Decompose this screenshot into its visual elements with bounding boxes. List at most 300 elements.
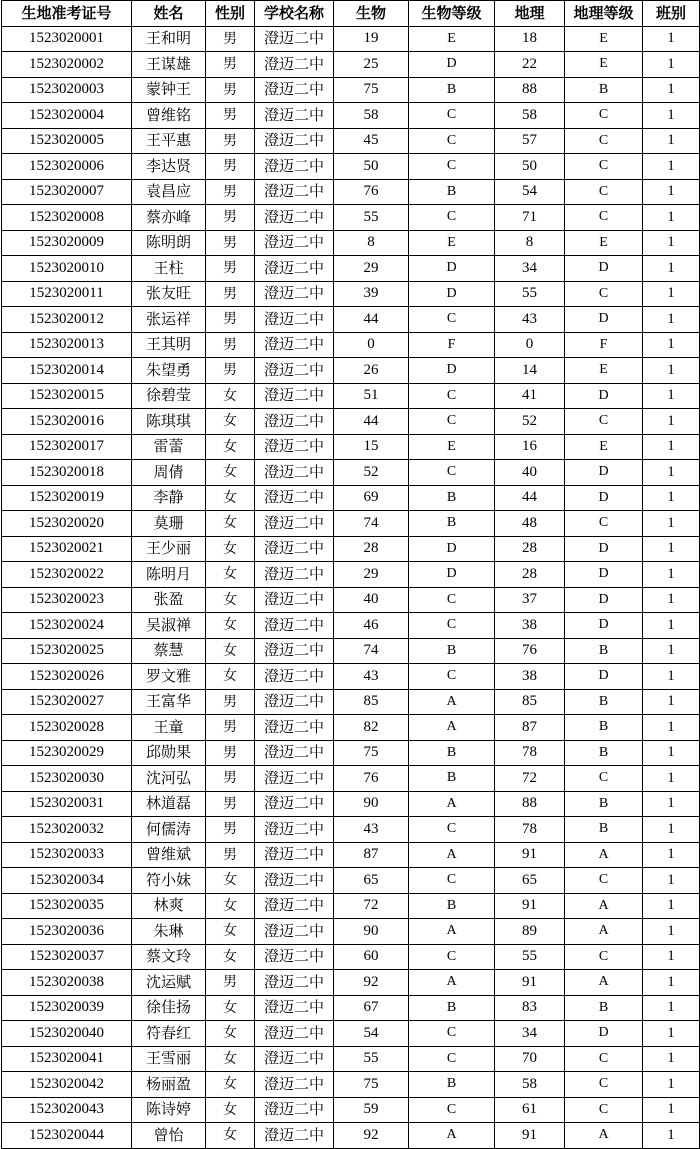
gender-cell: 女	[206, 587, 255, 613]
school-name-cell: 澄迈二中	[255, 1072, 334, 1098]
geography-score-cell: 43	[495, 307, 565, 333]
student-name-cell: 王雪丽	[132, 1046, 206, 1072]
table-row	[2, 740, 700, 766]
student-name-cell: 沈运赋	[132, 970, 206, 996]
student-name-cell: 张运祥	[132, 307, 206, 333]
exam-id-cell: 1523020029	[2, 740, 132, 766]
biology-score-cell: 75	[334, 740, 409, 766]
geography-score-cell: 78	[495, 740, 565, 766]
table-row	[2, 460, 700, 486]
geography-score-cell: 40	[495, 460, 565, 486]
gender-cell: 女	[206, 944, 255, 970]
exam-id-cell: 1523020021	[2, 536, 132, 562]
gender-cell: 女	[206, 536, 255, 562]
biology-score-cell: 76	[334, 179, 409, 205]
student-name-cell: 雷蕾	[132, 434, 206, 460]
header-biology-grade: 生物等级	[409, 1, 495, 27]
biology-score-cell: 60	[334, 944, 409, 970]
class-cell: 1	[643, 485, 700, 511]
student-name-cell: 陈诗婷	[132, 1097, 206, 1123]
biology-grade-cell: B	[409, 995, 495, 1021]
school-name-cell: 澄迈二中	[255, 1123, 334, 1149]
student-name-cell: 蔡文玲	[132, 944, 206, 970]
student-name-cell: 陈明月	[132, 562, 206, 588]
exam-id-cell: 1523020026	[2, 664, 132, 690]
school-name-cell: 澄迈二中	[255, 77, 334, 103]
student-name-cell: 徐碧莹	[132, 383, 206, 409]
header-geography-grade: 地理等级	[565, 1, 643, 27]
biology-score-cell: 87	[334, 842, 409, 868]
header-row	[2, 1, 700, 27]
geography-score-cell: 41	[495, 383, 565, 409]
biology-score-cell: 44	[334, 307, 409, 333]
class-cell: 1	[643, 1097, 700, 1123]
geography-score-cell: 91	[495, 1123, 565, 1149]
table-row	[2, 791, 700, 817]
header-school-name: 学校名称	[255, 1, 334, 27]
gender-cell: 男	[206, 256, 255, 282]
student-name-cell: 蔡慧	[132, 638, 206, 664]
biology-grade-cell: D	[409, 562, 495, 588]
school-name-cell: 澄迈二中	[255, 434, 334, 460]
biology-grade-cell: B	[409, 511, 495, 537]
biology-grade-cell: B	[409, 893, 495, 919]
school-name-cell: 澄迈二中	[255, 689, 334, 715]
biology-grade-cell: B	[409, 766, 495, 792]
biology-score-cell: 54	[334, 1021, 409, 1047]
class-cell: 1	[643, 868, 700, 894]
biology-grade-cell: C	[409, 205, 495, 231]
geography-grade-cell: D	[565, 1021, 643, 1047]
class-cell: 1	[643, 1021, 700, 1047]
gender-cell: 男	[206, 52, 255, 78]
table-row	[2, 817, 700, 843]
biology-grade-cell: C	[409, 587, 495, 613]
header-biology: 生物	[334, 1, 409, 27]
class-cell: 1	[643, 1123, 700, 1149]
exam-id-cell: 1523020040	[2, 1021, 132, 1047]
table-body	[2, 26, 700, 1148]
biology-score-cell: 76	[334, 766, 409, 792]
table-row	[2, 485, 700, 511]
table-row	[2, 1046, 700, 1072]
table-row	[2, 868, 700, 894]
geography-score-cell: 57	[495, 128, 565, 154]
gender-cell: 男	[206, 205, 255, 231]
gender-cell: 女	[206, 1046, 255, 1072]
gender-cell: 女	[206, 409, 255, 435]
geography-grade-cell: C	[565, 1097, 643, 1123]
table-row	[2, 638, 700, 664]
biology-score-cell: 85	[334, 689, 409, 715]
exam-id-cell: 1523020014	[2, 358, 132, 384]
biology-grade-cell: A	[409, 970, 495, 996]
exam-id-cell: 1523020027	[2, 689, 132, 715]
geography-score-cell: 0	[495, 332, 565, 358]
school-name-cell: 澄迈二中	[255, 664, 334, 690]
gender-cell: 男	[206, 689, 255, 715]
geography-score-cell: 38	[495, 664, 565, 690]
class-cell: 1	[643, 256, 700, 282]
school-name-cell: 澄迈二中	[255, 52, 334, 78]
class-cell: 1	[643, 128, 700, 154]
student-name-cell: 朱望勇	[132, 358, 206, 384]
gender-cell: 男	[206, 332, 255, 358]
student-name-cell: 陈明朗	[132, 230, 206, 256]
student-name-cell: 李达贤	[132, 154, 206, 180]
biology-score-cell: 50	[334, 154, 409, 180]
exam-id-cell: 1523020038	[2, 970, 132, 996]
school-name-cell: 澄迈二中	[255, 919, 334, 945]
exam-id-cell: 1523020016	[2, 409, 132, 435]
biology-grade-cell: C	[409, 1046, 495, 1072]
biology-score-cell: 43	[334, 817, 409, 843]
school-name-cell: 澄迈二中	[255, 1046, 334, 1072]
biology-grade-cell: A	[409, 689, 495, 715]
geography-grade-cell: A	[565, 893, 643, 919]
biology-grade-cell: E	[409, 434, 495, 460]
exam-id-cell: 1523020034	[2, 868, 132, 894]
biology-grade-cell: E	[409, 230, 495, 256]
geography-score-cell: 85	[495, 689, 565, 715]
student-name-cell: 曾维斌	[132, 842, 206, 868]
student-name-cell: 王柱	[132, 256, 206, 282]
student-name-cell: 徐佳扬	[132, 995, 206, 1021]
biology-score-cell: 74	[334, 511, 409, 537]
biology-score-cell: 0	[334, 332, 409, 358]
class-cell: 1	[643, 919, 700, 945]
exam-id-cell: 1523020008	[2, 205, 132, 231]
geography-score-cell: 38	[495, 613, 565, 639]
gender-cell: 男	[206, 715, 255, 741]
exam-id-cell: 1523020043	[2, 1097, 132, 1123]
biology-score-cell: 46	[334, 613, 409, 639]
geography-grade-cell: E	[565, 434, 643, 460]
geography-score-cell: 54	[495, 179, 565, 205]
class-cell: 1	[643, 995, 700, 1021]
exam-id-cell: 1523020022	[2, 562, 132, 588]
geography-grade-cell: B	[565, 995, 643, 1021]
geography-score-cell: 76	[495, 638, 565, 664]
school-name-cell: 澄迈二中	[255, 383, 334, 409]
exam-id-cell: 1523020031	[2, 791, 132, 817]
exam-id-cell: 1523020001	[2, 26, 132, 52]
geography-score-cell: 28	[495, 536, 565, 562]
gender-cell: 女	[206, 613, 255, 639]
class-cell: 1	[643, 52, 700, 78]
gender-cell: 女	[206, 485, 255, 511]
biology-score-cell: 51	[334, 383, 409, 409]
gender-cell: 女	[206, 995, 255, 1021]
school-name-cell: 澄迈二中	[255, 205, 334, 231]
gender-cell: 男	[206, 281, 255, 307]
table-row	[2, 434, 700, 460]
biology-score-cell: 39	[334, 281, 409, 307]
geography-grade-cell: C	[565, 154, 643, 180]
table-row	[2, 256, 700, 282]
geography-grade-cell: D	[565, 536, 643, 562]
student-name-cell: 朱琳	[132, 919, 206, 945]
student-name-cell: 曾维铭	[132, 103, 206, 129]
table-row	[2, 332, 700, 358]
geography-grade-cell: B	[565, 715, 643, 741]
geography-score-cell: 50	[495, 154, 565, 180]
school-name-cell: 澄迈二中	[255, 817, 334, 843]
class-cell: 1	[643, 536, 700, 562]
gender-cell: 女	[206, 919, 255, 945]
biology-score-cell: 92	[334, 1123, 409, 1149]
school-name-cell: 澄迈二中	[255, 1097, 334, 1123]
exam-id-cell: 1523020030	[2, 766, 132, 792]
geography-grade-cell: D	[565, 307, 643, 333]
student-name-cell: 符春红	[132, 1021, 206, 1047]
school-name-cell: 澄迈二中	[255, 944, 334, 970]
student-name-cell: 莫珊	[132, 511, 206, 537]
gender-cell: 男	[206, 766, 255, 792]
biology-score-cell: 55	[334, 205, 409, 231]
biology-grade-cell: B	[409, 485, 495, 511]
exam-id-cell: 1523020012	[2, 307, 132, 333]
geography-score-cell: 28	[495, 562, 565, 588]
geography-score-cell: 58	[495, 1072, 565, 1098]
gender-cell: 女	[206, 460, 255, 486]
school-name-cell: 澄迈二中	[255, 511, 334, 537]
geography-score-cell: 61	[495, 1097, 565, 1123]
score-table	[1, 0, 700, 1149]
exam-id-cell: 1523020019	[2, 485, 132, 511]
biology-grade-cell: B	[409, 1072, 495, 1098]
biology-score-cell: 40	[334, 587, 409, 613]
class-cell: 1	[643, 332, 700, 358]
exam-id-cell: 1523020013	[2, 332, 132, 358]
biology-grade-cell: C	[409, 817, 495, 843]
table-row	[2, 766, 700, 792]
biology-grade-cell: D	[409, 358, 495, 384]
exam-id-cell: 1523020024	[2, 613, 132, 639]
geography-score-cell: 44	[495, 485, 565, 511]
school-name-cell: 澄迈二中	[255, 766, 334, 792]
geography-grade-cell: E	[565, 52, 643, 78]
exam-id-cell: 1523020018	[2, 460, 132, 486]
biology-grade-cell: C	[409, 664, 495, 690]
biology-grade-cell: D	[409, 281, 495, 307]
table-row	[2, 1072, 700, 1098]
exam-id-cell: 1523020002	[2, 52, 132, 78]
geography-score-cell: 89	[495, 919, 565, 945]
student-name-cell: 邱勋果	[132, 740, 206, 766]
geography-score-cell: 88	[495, 791, 565, 817]
biology-score-cell: 44	[334, 409, 409, 435]
student-name-cell: 蒙钟王	[132, 77, 206, 103]
geography-grade-cell: A	[565, 1123, 643, 1149]
header-gender: 性别	[206, 1, 255, 27]
biology-grade-cell: B	[409, 638, 495, 664]
table-row	[2, 1123, 700, 1149]
school-name-cell: 澄迈二中	[255, 281, 334, 307]
geography-score-cell: 87	[495, 715, 565, 741]
class-cell: 1	[643, 1046, 700, 1072]
biology-grade-cell: C	[409, 409, 495, 435]
table-row	[2, 179, 700, 205]
school-name-cell: 澄迈二中	[255, 613, 334, 639]
geography-score-cell: 88	[495, 77, 565, 103]
biology-grade-cell: B	[409, 77, 495, 103]
geography-score-cell: 34	[495, 1021, 565, 1047]
school-name-cell: 澄迈二中	[255, 26, 334, 52]
gender-cell: 男	[206, 103, 255, 129]
school-name-cell: 澄迈二中	[255, 154, 334, 180]
biology-score-cell: 67	[334, 995, 409, 1021]
biology-grade-cell: C	[409, 944, 495, 970]
biology-score-cell: 90	[334, 919, 409, 945]
biology-score-cell: 75	[334, 1072, 409, 1098]
class-cell: 1	[643, 230, 700, 256]
table-row	[2, 995, 700, 1021]
biology-grade-cell: B	[409, 740, 495, 766]
school-name-cell: 澄迈二中	[255, 307, 334, 333]
gender-cell: 男	[206, 740, 255, 766]
geography-grade-cell: D	[565, 256, 643, 282]
geography-score-cell: 72	[495, 766, 565, 792]
geography-grade-cell: B	[565, 740, 643, 766]
geography-grade-cell: D	[565, 613, 643, 639]
geography-score-cell: 65	[495, 868, 565, 894]
table-row	[2, 511, 700, 537]
table-row	[2, 1097, 700, 1123]
class-cell: 1	[643, 154, 700, 180]
gender-cell: 女	[206, 1097, 255, 1123]
biology-grade-cell: C	[409, 103, 495, 129]
header-exam-id: 生地准考证号	[2, 1, 132, 27]
school-name-cell: 澄迈二中	[255, 179, 334, 205]
geography-grade-cell: D	[565, 587, 643, 613]
gender-cell: 男	[206, 842, 255, 868]
geography-score-cell: 78	[495, 817, 565, 843]
biology-grade-cell: C	[409, 460, 495, 486]
biology-grade-cell: C	[409, 307, 495, 333]
biology-grade-cell: D	[409, 256, 495, 282]
biology-score-cell: 74	[334, 638, 409, 664]
geography-grade-cell: C	[565, 103, 643, 129]
class-cell: 1	[643, 842, 700, 868]
table-row	[2, 383, 700, 409]
student-name-cell: 袁昌应	[132, 179, 206, 205]
geography-score-cell: 70	[495, 1046, 565, 1072]
exam-id-cell: 1523020017	[2, 434, 132, 460]
biology-score-cell: 72	[334, 893, 409, 919]
gender-cell: 男	[206, 179, 255, 205]
geography-score-cell: 18	[495, 26, 565, 52]
school-name-cell: 澄迈二中	[255, 230, 334, 256]
school-name-cell: 澄迈二中	[255, 103, 334, 129]
biology-grade-cell: C	[409, 383, 495, 409]
gender-cell: 女	[206, 638, 255, 664]
table-row	[2, 919, 700, 945]
school-name-cell: 澄迈二中	[255, 868, 334, 894]
exam-id-cell: 1523020025	[2, 638, 132, 664]
gender-cell: 男	[206, 791, 255, 817]
class-cell: 1	[643, 103, 700, 129]
gender-cell: 男	[206, 77, 255, 103]
gender-cell: 女	[206, 511, 255, 537]
table-row	[2, 664, 700, 690]
class-cell: 1	[643, 638, 700, 664]
biology-score-cell: 26	[334, 358, 409, 384]
exam-id-cell: 1523020023	[2, 587, 132, 613]
class-cell: 1	[643, 562, 700, 588]
exam-id-cell: 1523020032	[2, 817, 132, 843]
class-cell: 1	[643, 587, 700, 613]
student-name-cell: 曾怡	[132, 1123, 206, 1149]
class-cell: 1	[643, 307, 700, 333]
biology-score-cell: 92	[334, 970, 409, 996]
student-name-cell: 符小妹	[132, 868, 206, 894]
school-name-cell: 澄迈二中	[255, 715, 334, 741]
exam-id-cell: 1523020044	[2, 1123, 132, 1149]
biology-score-cell: 28	[334, 536, 409, 562]
gender-cell: 女	[206, 1021, 255, 1047]
exam-id-cell: 1523020028	[2, 715, 132, 741]
header-geography: 地理	[495, 1, 565, 27]
geography-score-cell: 48	[495, 511, 565, 537]
school-name-cell: 澄迈二中	[255, 460, 334, 486]
header-name: 姓名	[132, 1, 206, 27]
school-name-cell: 澄迈二中	[255, 1021, 334, 1047]
exam-id-cell: 1523020020	[2, 511, 132, 537]
student-name-cell: 李静	[132, 485, 206, 511]
table-row	[2, 358, 700, 384]
school-name-cell: 澄迈二中	[255, 587, 334, 613]
biology-score-cell: 82	[334, 715, 409, 741]
student-name-cell: 张友旺	[132, 281, 206, 307]
geography-grade-cell: C	[565, 128, 643, 154]
gender-cell: 女	[206, 383, 255, 409]
biology-score-cell: 52	[334, 460, 409, 486]
geography-score-cell: 58	[495, 103, 565, 129]
student-name-cell: 沈河弘	[132, 766, 206, 792]
class-cell: 1	[643, 409, 700, 435]
geography-score-cell: 91	[495, 842, 565, 868]
student-name-cell: 王童	[132, 715, 206, 741]
gender-cell: 男	[206, 230, 255, 256]
gender-cell: 女	[206, 893, 255, 919]
exam-id-cell: 1523020009	[2, 230, 132, 256]
exam-id-cell: 1523020042	[2, 1072, 132, 1098]
class-cell: 1	[643, 817, 700, 843]
class-cell: 1	[643, 358, 700, 384]
biology-grade-cell: A	[409, 919, 495, 945]
table-row	[2, 26, 700, 52]
geography-grade-cell: C	[565, 281, 643, 307]
school-name-cell: 澄迈二中	[255, 740, 334, 766]
exam-id-cell: 1523020004	[2, 103, 132, 129]
student-name-cell: 周倩	[132, 460, 206, 486]
school-name-cell: 澄迈二中	[255, 358, 334, 384]
biology-score-cell: 29	[334, 256, 409, 282]
geography-score-cell: 83	[495, 995, 565, 1021]
gender-cell: 男	[206, 154, 255, 180]
exam-id-cell: 1523020035	[2, 893, 132, 919]
table-row	[2, 893, 700, 919]
geography-grade-cell: C	[565, 766, 643, 792]
table-row	[2, 128, 700, 154]
biology-grade-cell: B	[409, 179, 495, 205]
biology-grade-cell: A	[409, 715, 495, 741]
gender-cell: 女	[206, 1123, 255, 1149]
class-cell: 1	[643, 460, 700, 486]
student-name-cell: 杨丽盈	[132, 1072, 206, 1098]
geography-grade-cell: C	[565, 409, 643, 435]
